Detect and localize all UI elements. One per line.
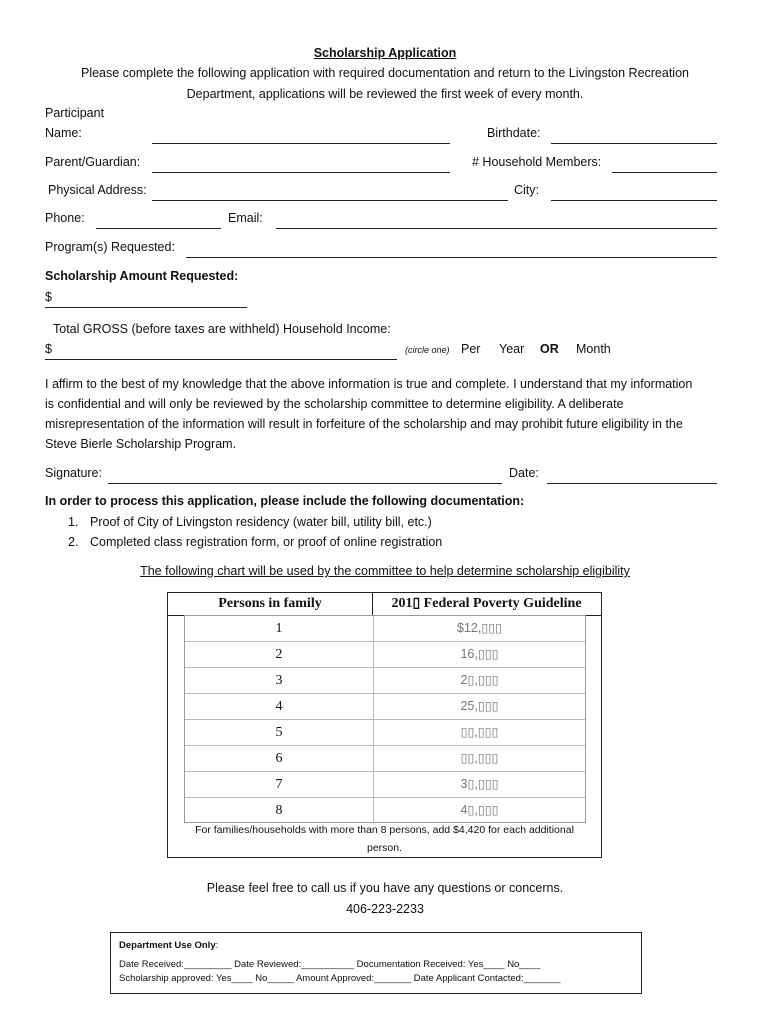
persons-cell: 7 xyxy=(185,772,374,798)
department-use-colon: : xyxy=(215,940,219,951)
income-label: Total GROSS (before taxes are withheld) Household Income: xyxy=(53,322,391,336)
birthdate-field[interactable] xyxy=(551,143,717,144)
email-field[interactable] xyxy=(276,228,717,229)
poverty-guideline-table xyxy=(167,592,602,858)
per-label: Per xyxy=(461,342,481,356)
email-label: Email: xyxy=(228,211,263,225)
circle-one-note: (circle one) xyxy=(405,345,450,355)
persons-cell: 4 xyxy=(185,694,374,720)
persons-cell: 1 xyxy=(185,616,374,642)
household-members-label: # Household Members: xyxy=(472,155,602,169)
department-use-line-1: Date Received:_________ Date Reviewed:__________ Documentation Received: Yes____ No____ xyxy=(119,959,541,970)
scholarship-amount-label: Scholarship Amount Requested: xyxy=(45,269,239,283)
table-row xyxy=(185,642,585,668)
guideline-cell: 3▯,▯▯▯ xyxy=(374,772,585,798)
guideline-cell: ▯▯,▯▯▯ xyxy=(374,746,585,772)
programs-label: Program(s) Requested: xyxy=(45,240,175,254)
income-field[interactable] xyxy=(45,359,397,360)
guideline-cell: 16,▯▯▯ xyxy=(374,642,585,668)
parent-guardian-field[interactable] xyxy=(152,172,450,173)
signature-field[interactable] xyxy=(108,483,502,484)
table-row xyxy=(185,746,585,772)
table-row xyxy=(185,694,585,720)
persons-cell: 8 xyxy=(185,798,374,823)
or-label: OR xyxy=(540,342,559,356)
doc-item-1: Proof of City of Livingston residency (water bill, utility bill, etc.) xyxy=(90,515,432,529)
table-row xyxy=(185,668,585,694)
table-header-persons: Persons in family xyxy=(168,593,373,616)
table-row xyxy=(185,772,585,798)
affirmation-line-4: Steve Bierle Scholarship Program. xyxy=(45,437,237,451)
intro-line-1: Please complete the following application with required documentation and return to the Livingston Recreation xyxy=(80,66,689,80)
affirmation-line-2: is confidential and will only be reviewed by the scholarship committee to determine eligibility. A deliberate xyxy=(45,397,624,411)
date-label: Date: xyxy=(509,466,539,480)
guideline-cell: 4▯,▯▯▯ xyxy=(460,803,499,817)
persons-cell: 5 xyxy=(185,720,374,746)
programs-field[interactable] xyxy=(186,257,717,258)
household-members-field[interactable] xyxy=(612,172,717,173)
signature-label: Signature: xyxy=(45,466,102,480)
scholarship-amount-field[interactable] xyxy=(45,307,247,308)
chart-intro: The following chart will be used by the committee to help determine scholarship eligibility xyxy=(140,564,630,578)
department-use-heading: Department Use Only xyxy=(119,940,216,951)
guideline-cell: 2▯,▯▯▯ xyxy=(374,668,585,694)
table-footnote-line-1: For families/households with more than 8 persons, add $4,420 for each additional xyxy=(195,824,574,836)
physical-address-field[interactable] xyxy=(152,200,508,201)
intro-line-2: Department, applications will be reviewed the first week of every month. xyxy=(186,87,584,101)
persons-cell: 6 xyxy=(185,746,374,772)
persons-cell: 3 xyxy=(185,668,374,694)
income-dollar-sign: $ xyxy=(45,342,52,356)
department-use-heading-wrap xyxy=(119,940,218,951)
phone-label: Phone: xyxy=(45,211,85,225)
phone-field[interactable] xyxy=(96,228,221,229)
guideline-cell: $12,▯▯▯ xyxy=(374,616,585,642)
physical-address-label: Physical Address: xyxy=(48,183,147,197)
date-field[interactable] xyxy=(547,483,717,484)
table-body xyxy=(184,615,586,823)
city-label: City: xyxy=(514,183,539,197)
doc-item-1-number: 1. xyxy=(68,515,79,529)
table-header-guideline: 201▯ Federal Poverty Guideline xyxy=(372,593,601,616)
parent-guardian-label: Parent/Guardian: xyxy=(45,155,141,169)
contact-line: Please feel free to call us if you have any questions or concerns. xyxy=(206,881,564,895)
city-field[interactable] xyxy=(551,200,717,201)
name-label: Name: xyxy=(45,126,82,140)
department-use-box xyxy=(110,932,642,994)
department-use-line-2: Scholarship approved: Yes____ No_____ Amount Approved:_______ Date Applicant Contacted:_______ xyxy=(119,973,561,984)
affirmation-line-1: I affirm to the best of my knowledge that the above information is true and complete. I understand that my information xyxy=(45,377,693,391)
table-row xyxy=(185,616,585,642)
name-field[interactable] xyxy=(152,143,450,144)
table-footnote-line-2: person. xyxy=(366,842,403,854)
contact-phone: 406-223-2233 xyxy=(346,902,424,916)
scholarship-dollar-sign: $ xyxy=(45,290,52,304)
documentation-heading: In order to process this application, please include the following documentation: xyxy=(45,494,525,508)
table-row xyxy=(185,798,585,824)
year-option[interactable]: Year xyxy=(499,342,525,356)
guideline-cell: 25,▯▯▯ xyxy=(374,694,585,720)
table-row xyxy=(185,720,585,746)
month-option[interactable]: Month xyxy=(576,342,611,356)
persons-cell: 2 xyxy=(185,642,374,668)
participant-label: Participant xyxy=(45,106,105,120)
birthdate-label: Birthdate: xyxy=(487,126,541,140)
doc-item-2-number: 2. xyxy=(68,535,79,549)
affirmation-line-3: misrepresentation of the information will result in forfeiture of the scholarship and may prohibit future eligibility in the xyxy=(45,417,683,431)
page-title: Scholarship Application xyxy=(313,46,457,60)
doc-item-2: Completed class registration form, or proof of online registration xyxy=(90,535,443,549)
guideline-cell: ▯▯,▯▯▯ xyxy=(374,720,585,746)
